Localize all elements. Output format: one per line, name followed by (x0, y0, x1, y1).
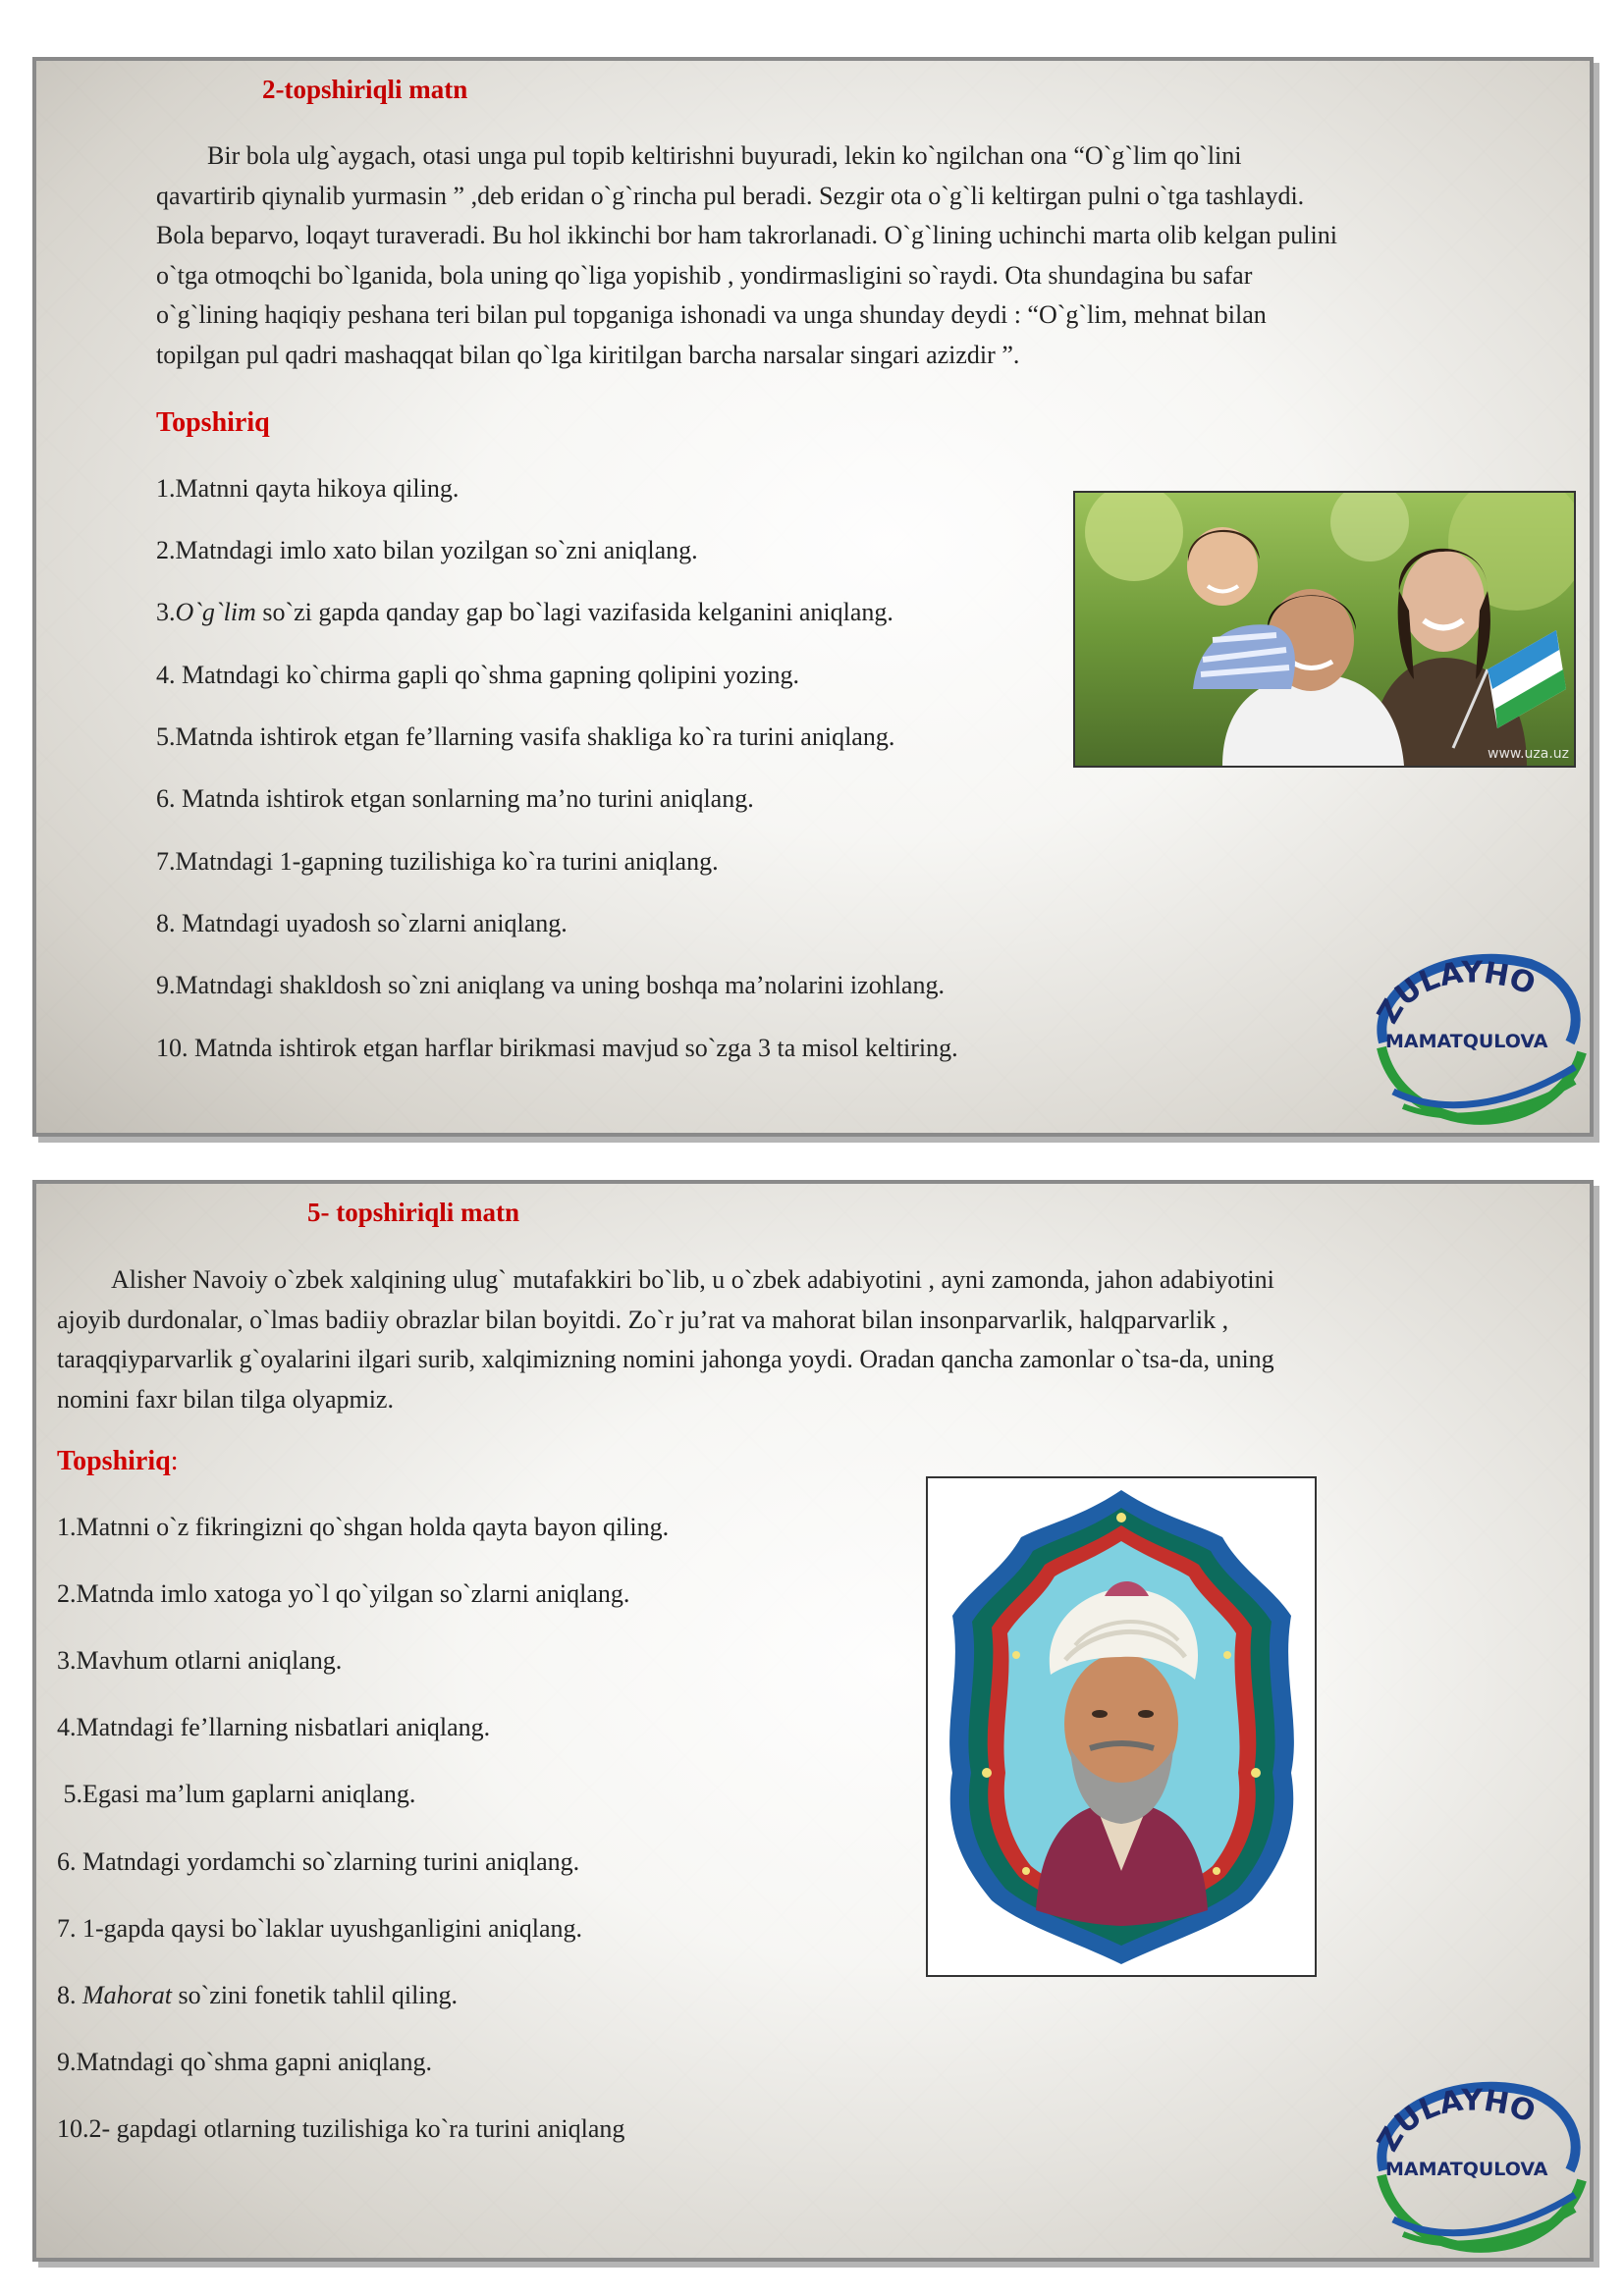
navoiy-portrait (926, 1476, 1317, 1977)
slide-title: 2-topshiriqli matn (262, 75, 468, 104)
logo-name-bottom: MAMATQULOVA (1385, 2159, 1548, 2180)
task-item: 1.Matnni o`z fikringizni qo`shgan holda qayta bayon qiling. (57, 1513, 670, 1541)
photo-watermark: www.uza.uz (1488, 746, 1569, 762)
paragraph-line: Bir bola ulg`aygach, otasi unga pul topib keltirishni buyuradi, lekin ko`ngilchan ona “O`g`lim qo`lini (207, 141, 1242, 170)
paragraph-line: qavartirib qiynalib yurmasin ” ,deb eridan o`g`rincha pul beradi. Sezgir ota o`g`li keltirgan pulni o`tga tashlaydi. (156, 181, 1305, 210)
task-item: 5.Egasi ma’lum gaplarni aniqlang. (57, 1780, 416, 1808)
paragraph-line: nomini faxr bilan tilga olyapmiz. (57, 1384, 394, 1414)
logo-name-bottom: MAMATQULOVA (1385, 1031, 1548, 1052)
paragraph-line: Bola beparvo, loqayt turaveradi. Bu hol ikkinchi bor ham takrorlanadi. O`g`lining uchinchi marta olib kelgan pulini (156, 221, 1337, 249)
paragraph-line: taraqqiyparvarlik g`oyalarini ilgari surib, xalqimizning nomini jahonga yoydi. Oradan qancha zamonlar o`tsa-da, uning (57, 1345, 1274, 1373)
task-item: 7.Matndagi 1-gapning tuzilishiga ko`ra turini aniqlang. (156, 847, 719, 876)
logo-name-top: ZULAYHO (1371, 955, 1541, 1030)
paragraph-line: Alisher Navoiy o`zbek xalqining ulug` mutafakkiri bo`lib, u o`zbek adabiyotini , ayni zamonda, jahon adabiyotini (111, 1265, 1274, 1294)
task-heading: Topshiriq (156, 407, 270, 438)
task-item (156, 598, 893, 627)
task-number: 3. (156, 598, 176, 626)
paragraph-line: ajoyib durdonalar, o`lmas badiiy obrazlar bilan boyitdi. Zo`r ju’rat va mahorat bilan insonparvarlik, halqparvarlik , (57, 1305, 1229, 1334)
slide-card-1 (32, 57, 1594, 1137)
family-photo-illustration (1075, 493, 1574, 766)
task-heading-text: Topshiriq (57, 1446, 171, 1476)
family-photo (1073, 491, 1576, 768)
logo-name-top: ZULAYHO (1371, 2083, 1541, 2158)
task-item: 1.Matnni qayta hikoya qiling. (156, 474, 460, 503)
task-item: 5.Matnda ishtirok etgan fe’llarning vasifa shakliga ko`ra turini aniqlang. (156, 722, 895, 751)
paragraph-line: topilgan pul qadri mashaqqat bilan qo`lga kiritilgan barcha narsalar singari azizdir ”. (156, 340, 1020, 369)
task-item: 10.2- gapdagi otlarning tuzilishiga ko`ra turini aniqlang (57, 2114, 625, 2143)
author-logo (1364, 2072, 1590, 2259)
task-item (57, 1981, 458, 2010)
slide-card-2 (32, 1180, 1594, 2262)
portrait-illustration (928, 1478, 1315, 1975)
task-item: 8. Matndagi uyadosh so`zlarni aniqlang. (156, 909, 568, 937)
task-item: 2.Matndagi imlo xato bilan yozilgan so`zni aniqlang. (156, 536, 698, 564)
task-item: 10. Matnda ishtirok etgan harflar birikmasi mavjud so`zga 3 ta misol keltiring. (156, 1034, 958, 1062)
task-item: 4. Matndagi ko`chirma gapli qo`shma gapning qolipini yozing. (156, 661, 799, 689)
task-italic-word: Mahorat (82, 1981, 172, 2009)
text-paragraph (156, 136, 1560, 375)
author-logo (1364, 944, 1590, 1131)
task-item: 7. 1-gapda qaysi bo`laklar uyushganligini aniqlang. (57, 1914, 583, 1943)
task-heading-colon: : (170, 1446, 179, 1476)
task-italic-word: O`g`lim (175, 598, 256, 626)
task-item: 2.Matnda imlo xatoga yo`l qo`yilgan so`zlarni aniqlang. (57, 1579, 630, 1608)
task-text: so`zini fonetik tahlil qiling. (172, 1981, 459, 2009)
task-number: 8. (57, 1981, 82, 2009)
task-item: 3.Mavhum otlarni aniqlang. (57, 1646, 343, 1675)
task-heading (57, 1446, 179, 1477)
task-text: so`zi gapda qanday gap bo`lagi vazifasida kelganini aniqlang. (255, 598, 893, 626)
slide-title: 5- topshiriqli matn (307, 1198, 520, 1227)
task-item: 6. Matnda ishtirok etgan sonlarning ma’no turini aniqlang. (156, 784, 754, 813)
task-item: 4.Matndagi fe’llarning nisbatlari aniqlang. (57, 1713, 491, 1741)
paragraph-line: o`tga otmoqchi bo`lganida, bola uning qo`liga yopishib , yondirmasligini so`raydi. Ota shundagina bu safar (156, 260, 1253, 290)
task-item: 6. Matndagi yordamchi so`zlarning turini aniqlang. (57, 1847, 580, 1876)
text-paragraph (57, 1260, 1569, 1419)
task-item: 9.Matndagi shakldosh so`zni aniqlang va uning boshqa ma’nolarini izohlang. (156, 971, 945, 999)
paragraph-line: o`g`lining haqiqiy peshana teri bilan pul topganiga ishonadi va unga shunday deydi : “O`g`lim, mehnat bilan (156, 300, 1267, 329)
task-item: 9.Matndagi qo`shma gapni aniqlang. (57, 2048, 432, 2076)
